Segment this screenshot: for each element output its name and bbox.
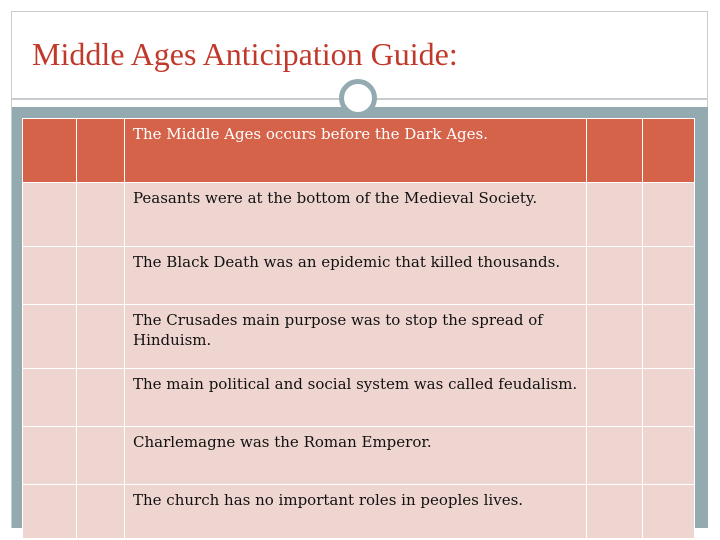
answer-cell — [587, 427, 643, 485]
answer-cell — [587, 183, 643, 247]
answer-cell — [77, 305, 125, 369]
answer-cell — [643, 247, 695, 305]
table-row — [23, 427, 695, 485]
answer-cell — [587, 369, 643, 427]
header-cell-before — [23, 119, 77, 183]
table-header-row — [23, 119, 695, 183]
anticipation-guide-table — [22, 118, 695, 539]
statement-cell: The church has no important roles in peoples lives. — [125, 485, 587, 539]
answer-cell — [587, 305, 643, 369]
answer-cell — [23, 369, 77, 427]
answer-cell — [23, 305, 77, 369]
circle-ornament-icon — [339, 79, 377, 117]
statement-cell: Charlemagne was the Roman Emperor. — [125, 427, 587, 485]
header-cell-after-2 — [643, 119, 695, 183]
header-cell-before-2 — [77, 119, 125, 183]
table-row — [23, 369, 695, 427]
answer-cell — [23, 485, 77, 539]
header-cell-after — [587, 119, 643, 183]
answer-cell — [587, 485, 643, 539]
answer-cell — [77, 369, 125, 427]
answer-cell — [643, 427, 695, 485]
answer-cell — [77, 485, 125, 539]
answer-cell — [77, 247, 125, 305]
statement-cell: The Crusades main purpose was to stop the spread of Hinduism. — [125, 305, 587, 369]
table-row — [23, 305, 695, 369]
answer-cell — [643, 485, 695, 539]
answer-cell — [77, 427, 125, 485]
statement-cell: The Black Death was an epidemic that killed thousands. — [125, 247, 587, 305]
answer-cell — [587, 247, 643, 305]
answer-cell — [23, 247, 77, 305]
table-row — [23, 247, 695, 305]
answer-cell — [77, 183, 125, 247]
header-statement: The Middle Ages occurs before the Dark Ages. — [125, 119, 587, 183]
answer-cell — [23, 183, 77, 247]
table-row — [23, 485, 695, 539]
statement-cell: Peasants were at the bottom of the Medieval Society. — [125, 183, 587, 247]
answer-cell — [643, 305, 695, 369]
slide-title: Middle Ages Anticipation Guide: — [32, 36, 458, 72]
statement-cell: The main political and social system was called feudalism. — [125, 369, 587, 427]
answer-cell — [643, 183, 695, 247]
table-row — [23, 183, 695, 247]
answer-cell — [643, 369, 695, 427]
answer-cell — [23, 427, 77, 485]
